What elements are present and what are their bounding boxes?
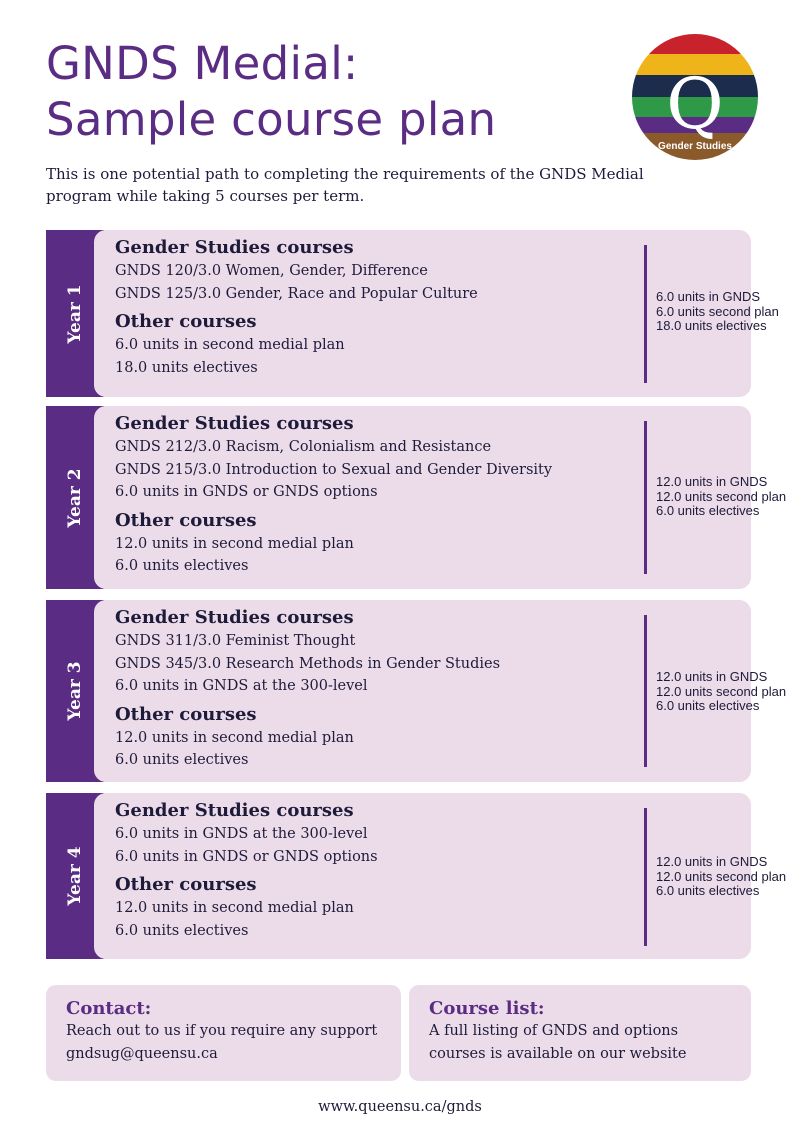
summary-line: 12.0 units second plan [656,868,787,884]
divider [644,421,647,574]
contact-heading: Contact: [66,998,152,1019]
year-3-card [46,600,787,782]
course-item: 6.0 units in GNDS at the 300-level [115,826,368,842]
page-title [46,36,496,148]
contact-email-link[interactable]: gndsug@queensu.ca [66,1046,218,1062]
other-courses-heading: Other courses [115,874,257,895]
year-body [94,793,787,959]
course-item: GNDS 311/3.0 Feminist Thought [115,633,356,649]
year-2-card [46,406,787,589]
intro-text [46,163,646,207]
course-item: 6.0 units in second medial plan [115,337,345,353]
course-item: GNDS 215/3.0 Introduction to Sexual and Gender Diversity [115,461,553,478]
year-body [94,230,779,397]
course-item: GNDS 212/3.0 Racism, Colonialism and Resistance [115,439,492,455]
course-list-text: courses is available on our website [429,1046,687,1062]
contact-text: Reach out to us if you require any support [66,1023,378,1039]
units-summary [656,290,806,334]
summary-line: 12.0 units in GNDS [656,669,768,684]
title-line-1: GNDS Medial: [46,37,359,90]
gnds-courses-heading: Gender Studies courses [115,800,354,821]
summary-line: 6.0 units electives [656,883,760,898]
intro-line-2: program while taking 5 courses per term. [46,187,365,205]
units-summary [656,670,806,714]
summary-line: 18.0 units electives [656,318,767,333]
logo-letter: Q [666,63,724,145]
summary-line: 6.0 units in GNDS [656,289,761,304]
course-item: GNDS 120/3.0 Women, Gender, Difference [115,263,428,279]
year-body [94,406,787,589]
year-label: Year 4 [65,846,85,906]
course-list-text: A full listing of GNDS and options [429,1023,679,1039]
year-body [94,600,787,782]
course-item: 6.0 units in GNDS or GNDS options [115,848,378,865]
divider [644,615,647,767]
intro-line-1: This is one potential path to completing the requirements of the GNDS Medial [46,165,644,183]
summary-line: 6.0 units electives [656,503,760,518]
course-item: 6.0 units in GNDS or GNDS options [115,484,378,500]
course-item: 6.0 units electives [115,558,249,574]
summary-line: 6.0 units second plan [656,303,779,319]
units-summary [656,855,806,899]
course-list-box [409,985,751,1081]
divider [644,808,647,946]
course-item: 12.0 units in second medial plan [115,729,354,746]
course-list-heading: Course list: [429,998,545,1019]
gender-studies-logo [632,34,758,160]
summary-line: 12.0 units second plan [656,683,787,699]
other-courses-heading: Other courses [115,311,257,332]
divider [644,245,647,383]
course-item: GNDS 345/3.0 Research Methods in Gender Studies [115,655,501,672]
other-courses-heading: Other courses [115,509,257,531]
course-item: 12.0 units in second medial plan [115,535,354,552]
course-item: 18.0 units electives [115,359,258,376]
summary-line: 6.0 units electives [656,698,760,713]
gnds-courses-heading: Gender Studies courses [115,413,354,434]
course-item: GNDS 125/3.0 Gender, Race and Popular Culture [115,285,478,302]
gnds-courses-heading: Gender Studies courses [115,607,354,628]
summary-line: 12.0 units in GNDS [656,854,768,869]
units-summary [656,475,806,519]
summary-line: 12.0 units in GNDS [656,474,768,489]
year-label: Year 2 [65,467,85,528]
course-item: 6.0 units electives [115,752,249,768]
course-item: 12.0 units in second medial plan [115,900,354,916]
course-item: 6.0 units in GNDS at the 300-level [115,678,368,694]
title-line-2: Sample course plan [46,93,497,146]
summary-line: 12.0 units second plan [656,488,787,504]
other-courses-heading: Other courses [115,703,257,725]
year-label: Year 3 [65,661,85,721]
website-link[interactable]: www.queensu.ca/gnds [318,1099,482,1115]
year-4-card [46,793,787,959]
course-item: 6.0 units electives [115,922,249,939]
contact-box [46,985,401,1081]
year-label: Year 1 [65,283,85,344]
gnds-courses-heading: Gender Studies courses [115,237,354,258]
year-1-card [46,230,779,397]
logo-caption: Gender Studies [658,141,732,152]
